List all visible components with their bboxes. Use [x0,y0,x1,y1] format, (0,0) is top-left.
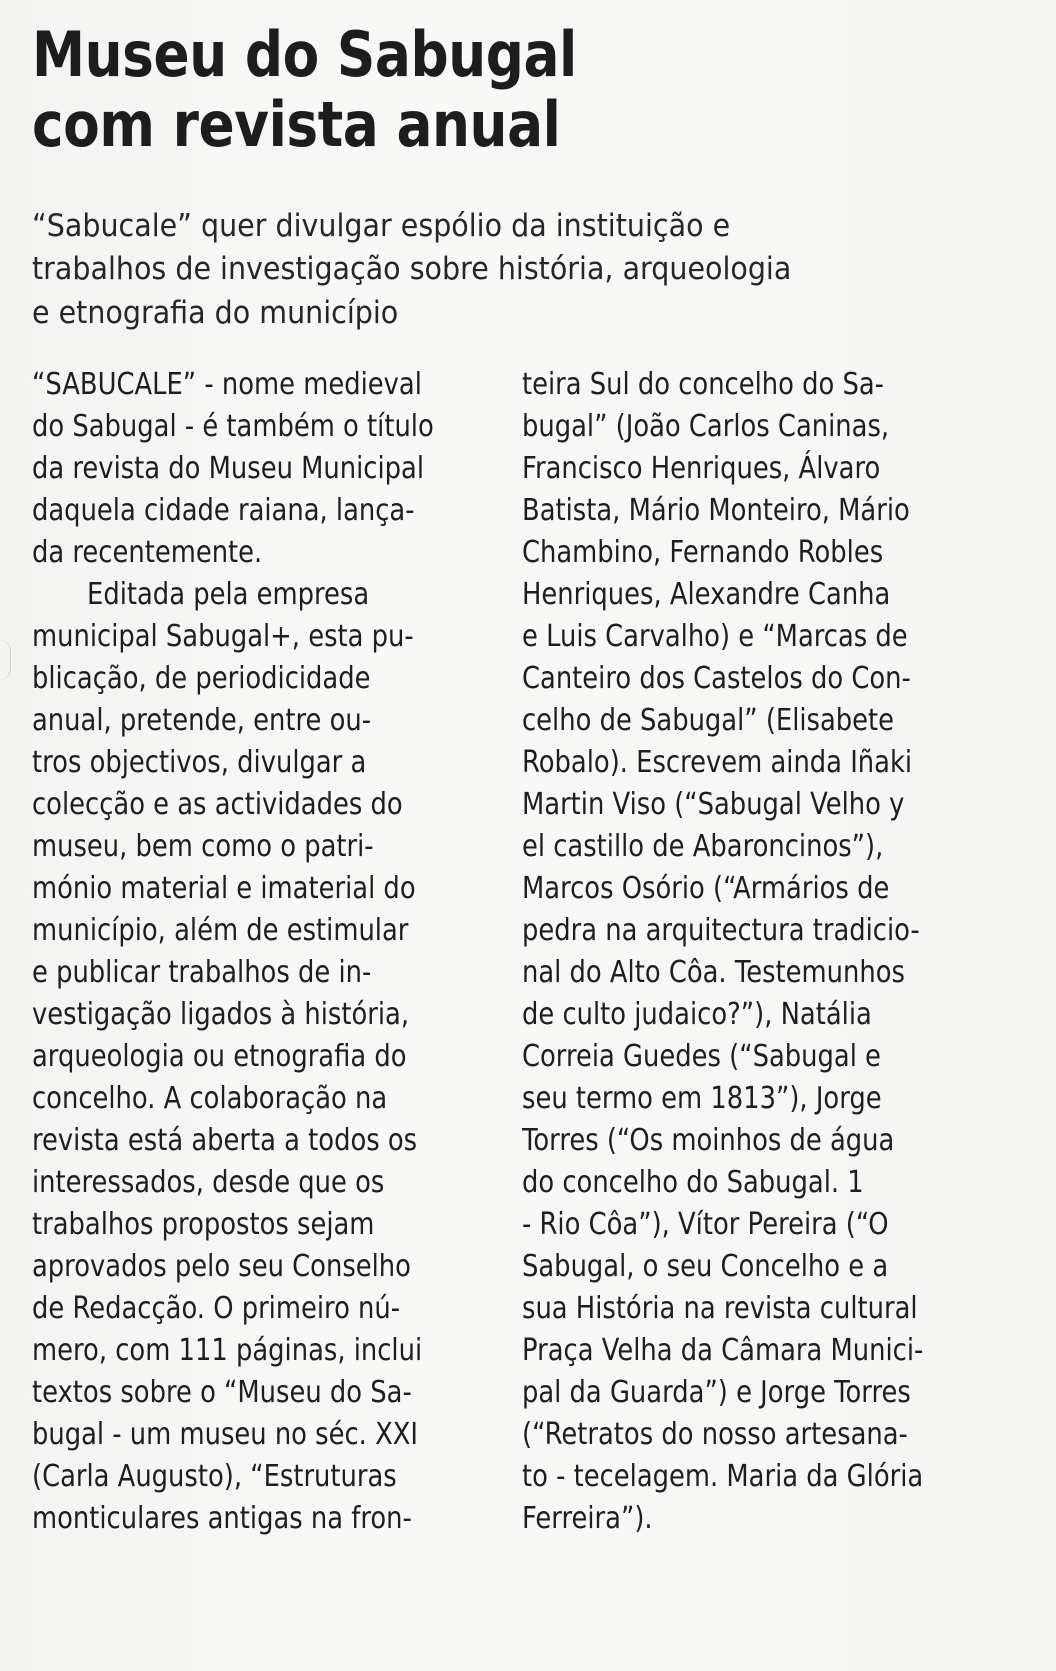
column-right-line: seu termo em 1813”), Jorge [522,1081,882,1116]
column-left-line: (Carla Augusto), “Estruturas [32,1459,397,1494]
column-left-line: trabalhos propostos sejam [32,1207,375,1242]
column-left-line: vestigação ligados à história, [32,997,410,1032]
column-right-line: e Luis Carvalho) e “Marcas de [522,619,908,654]
column-right-line: de culto judaico?”), Natália [522,997,872,1032]
column-left-line: monticulares antigas na fron- [32,1501,412,1536]
column-right-line: Torres (“Os moinhos de água [522,1123,895,1158]
column-left-line: municipal Sabugal+, esta pu- [32,619,414,654]
column-right-line: Correia Guedes (“Sabugal e [522,1039,881,1074]
column-left-line: bugal - um museu no séc. XXI [32,1417,419,1452]
column-right-line: (“Retratos do nosso artesana- [522,1417,908,1452]
column-right-line: Henriques, Alexandre Canha [522,577,891,612]
column-left-line: da recentemente. [32,535,263,570]
article-column-right [522,364,962,1540]
column-left-line: revista está aberta a todos os [32,1123,418,1158]
column-right-line: sua História na revista cultural [522,1291,918,1326]
column-right-line: nal do Alto Côa. Testemunhos [522,955,905,990]
column-left-line: mero, com 111 páginas, inclui [32,1333,423,1368]
column-left-line: tros objectivos, divulgar a [32,745,367,780]
article-lead [32,205,842,335]
column-right-line: pedra na arquitectura tradicio- [522,913,920,948]
column-right-line: teira Sul do concelho do Sa- [522,367,884,402]
column-right-line: - Rio Côa”), Vítor Pereira (“O [522,1207,889,1242]
column-right-line: bugal” (João Carlos Caninas, [522,409,890,444]
column-left-line: de Redacção. O primeiro nú- [32,1291,401,1326]
column-right-line: pal da Guarda”) e Jorge Torres [522,1375,911,1410]
headline-line-2: com revista anual [32,88,561,162]
column-left-line: aprovados pelo seu Conselho [32,1249,411,1284]
column-right-line: Batista, Mário Monteiro, Mário [522,493,910,528]
lead-line-3: e etnografia do município [32,294,399,331]
column-left-line: interessados, desde que os [32,1165,385,1200]
column-right-line: Canteiro dos Castelos do Con- [522,661,911,696]
column-right-line: Ferreira”). [522,1501,653,1536]
column-right-line: Praça Velha da Câmara Munici- [522,1333,924,1368]
column-left-line: textos sobre o “Museu do Sa- [32,1375,412,1410]
column-left-line: município, além de estimular [32,913,409,948]
column-left-line: “SABUCALE” - nome medieval [32,367,422,402]
column-left-line: Editada pela empresa [87,577,370,612]
column-left-line: colecção e as actividades do [32,787,403,822]
column-left-line: museu, bem como o patri- [32,829,374,864]
column-right-line: Sabugal, o seu Concelho e a [522,1249,889,1284]
article-column-left [32,364,472,1540]
column-left-line: arqueologia ou etnografia do [32,1039,407,1074]
column-left-line: anual, pretende, entre ou- [32,703,372,738]
column-left-line: da revista do Museu Municipal [32,451,424,486]
column-right-line: el castillo de Abaroncinos”), [522,829,884,864]
lead-line-2: trabalhos de investigação sobre história, arqueologia [32,251,792,288]
column-right-line: celho de Sabugal” (Elisabete [522,703,895,738]
column-left-line: do Sabugal - é também o título [32,409,434,444]
column-right-line: Martin Viso (“Sabugal Velho y [522,787,905,822]
column-right-line: Francisco Henriques, Álvaro [522,451,881,486]
scan-edge-mark [0,640,11,680]
column-right-line: Robalo). Escrevem ainda Iñaki [522,745,913,780]
article-headline [32,20,634,160]
column-right-line: to - tecelagem. Maria da Glória [522,1459,924,1494]
lead-line-1: “Sabucale” quer divulgar espólio da instituição e [32,208,731,244]
column-left-line: e publicar trabalhos de in- [32,955,372,990]
headline-line-1: Museu do Sabugal [32,18,577,91]
column-right-line: Marcos Osório (“Armários de [522,871,890,906]
column-right-line: do concelho do Sabugal. 1 [522,1165,864,1200]
column-left-line: concelho. A colaboração na [32,1081,388,1116]
column-right-line: Chambino, Fernando Robles [522,535,884,570]
column-left-line: mónio material e imaterial do [32,871,416,906]
column-left-line: daquela cidade raiana, lança- [32,493,415,528]
column-left-line: blicação, de periodicidade [32,661,371,696]
